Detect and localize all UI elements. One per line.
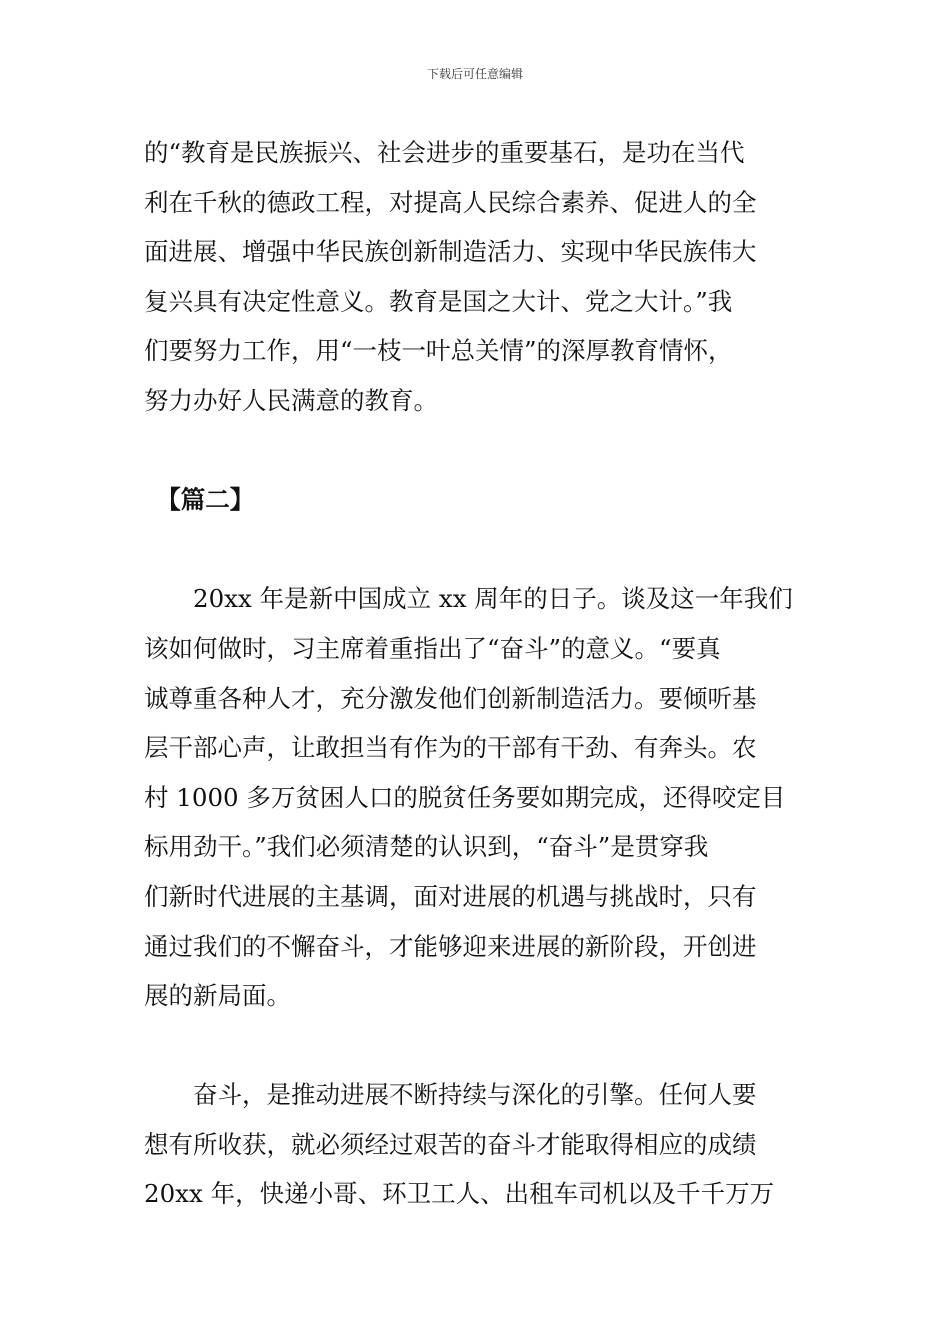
- document-body: [144, 128, 809, 1219]
- text-line: 奋斗，是推动进展不断持续与深化的引擎。任何人要: [144, 1080, 757, 1110]
- text-line: 利在千秋的德政工程，对提高人民综合素养、促进人的全: [144, 187, 757, 217]
- text-line: 通过我们的不懈奋斗，才能够迎来进展的新阶段，开创进: [144, 931, 757, 961]
- text-line: 面进展、增强中华民族创新制造活力、实现中华民族伟大: [144, 237, 757, 267]
- text-line: 层干部心声，让敢担当有作为的干部有干劲、有奔头。农: [144, 733, 757, 763]
- text-line: 20xx 年是新中国成立 xx 周年的日子。谈及这一年我们: [144, 584, 793, 614]
- text-line: 想有所收获，就必须经过艰苦的奋斗才能取得相应的成绩: [144, 1129, 757, 1159]
- text-line: 的“教育是民族振兴、社会进步的重要基石，是功在当代: [144, 138, 745, 167]
- text-line: 20xx 年，快递小哥、环卫工人、出租车司机以及千千万万: [144, 1179, 775, 1209]
- text-line: 该如何做时，习主席着重指出了“奋斗”的意义。“要真: [144, 633, 721, 663]
- text-line: 诚尊重各种人才，充分激发他们创新制造活力。要倾听基: [144, 683, 757, 713]
- page-header: 下载后可任意编辑: [426, 67, 523, 81]
- text-line: 努力办好人民满意的教育。: [144, 385, 438, 415]
- section-title: 【篇二】: [144, 485, 255, 515]
- text-line: 们要努力工作，用“一枝一叶总关情”的深厚教育情怀，: [144, 336, 733, 366]
- text-line: 村 1000 多万贫困人口的脱贫任务要如期完成，还得咬定目: [144, 782, 786, 812]
- paragraph-3: [144, 1070, 809, 1219]
- text-line: 们新时代进展的主基调，面对进展的机遇与挑战时，只有: [144, 881, 757, 911]
- text-line: 复兴具有决定性意义。教育是国之大计、党之大计。”我: [144, 286, 733, 316]
- paragraph-1: [144, 128, 809, 426]
- paragraph-2: [144, 574, 809, 1020]
- section-heading: [144, 475, 809, 525]
- text-line: 展的新局面。: [144, 981, 291, 1011]
- text-line: 标用劲干。”我们必须清楚的认识到，“奋斗”是贯穿我: [144, 832, 709, 862]
